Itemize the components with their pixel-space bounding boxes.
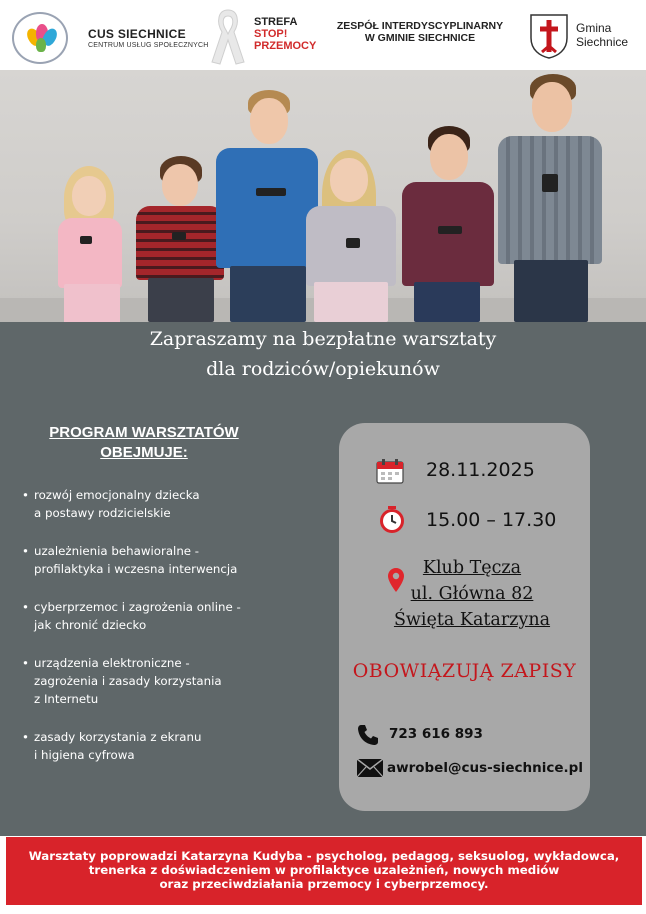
footer-line3: oraz przeciwdziałania przemocy i cyberprzemocy. [159, 877, 489, 891]
address-line3: Święta Katarzyna [393, 610, 551, 630]
gmina-siechnice-logo [576, 21, 628, 49]
program-title-line1: PROGRAM WARSZTATÓW [49, 424, 239, 441]
footer-line2: trenerka z doświadczeniem w profilaktyce uzależnień, nowych mediów [88, 863, 560, 877]
gmina-line1: Gmina [576, 21, 612, 35]
envelope-icon [356, 758, 384, 778]
strefa-line2: STOP! [254, 28, 288, 40]
children-with-phones-photo [0, 70, 646, 322]
footer-text [6, 849, 642, 891]
list-item: • urządzenia elektroniczne - zagrożenia i zasady korzystania z Internetu [22, 654, 292, 708]
event-address [372, 555, 572, 633]
header-logos [0, 0, 646, 70]
zespol-line2: W GMINIE SIECHNICE [364, 32, 476, 44]
program-list [22, 486, 292, 784]
awareness-ribbon-icon [208, 6, 248, 66]
registration-required: OBOWIĄZUJĄ ZAPISY [352, 660, 577, 682]
headline-line2: dla rodziców/opiekunów [206, 358, 440, 380]
list-item: • zasady korzystania z ekranu i higiena cyfrowa [22, 728, 292, 764]
address-line2: ul. Główna 82 [410, 584, 534, 604]
list-item: • cyberprzemoc i zagrożenia online - jak chronić dziecko [22, 598, 292, 634]
headline [0, 324, 646, 384]
address-line1: Klub Tęcza [422, 558, 522, 578]
contact-email[interactable]: awrobel@cus-siechnice.pl [387, 760, 583, 776]
strefa-stop-przemocy-logo [254, 16, 316, 52]
program-title [20, 423, 268, 463]
event-time: 15.00 – 17.30 [426, 509, 557, 531]
cus-logo [12, 12, 68, 64]
strefa-line3: PRZEMOCY [254, 40, 317, 52]
strefa-line1: STREFA [254, 16, 298, 28]
list-item: • uzależnienia behawioralne - profilaktyka i wczesna interwencja [22, 542, 292, 578]
gmina-line2: Siechnice [576, 35, 629, 49]
phone-icon [357, 724, 379, 746]
event-date: 28.11.2025 [426, 459, 535, 481]
alarm-clock-icon [378, 506, 406, 534]
contact-phone[interactable]: 723 616 893 [389, 726, 483, 742]
list-item: • rozwój emocjonalny dziecka a postawy rodzicielskie [22, 486, 292, 522]
zespol-line1: ZESPÓŁ INTERDYSCYPLINARNY [336, 20, 504, 32]
cus-subtitle: CENTRUM USŁUG SPOŁECZNYCH [88, 42, 209, 49]
cus-title: CUS SIECHNICE [88, 27, 186, 41]
headline-line1: Zapraszamy na bezpłatne warsztaty [149, 328, 497, 350]
gmina-coat-of-arms-icon [528, 12, 570, 60]
calendar-icon [376, 458, 404, 484]
footer-line1: Warsztaty poprowadzi Katarzyna Kudyba - psycholog, pedagog, seksuolog, wykładowca, [28, 849, 620, 863]
program-title-line2: OBEJMUJE: [100, 444, 188, 461]
zespol-interdyscyplinarny [322, 20, 518, 44]
